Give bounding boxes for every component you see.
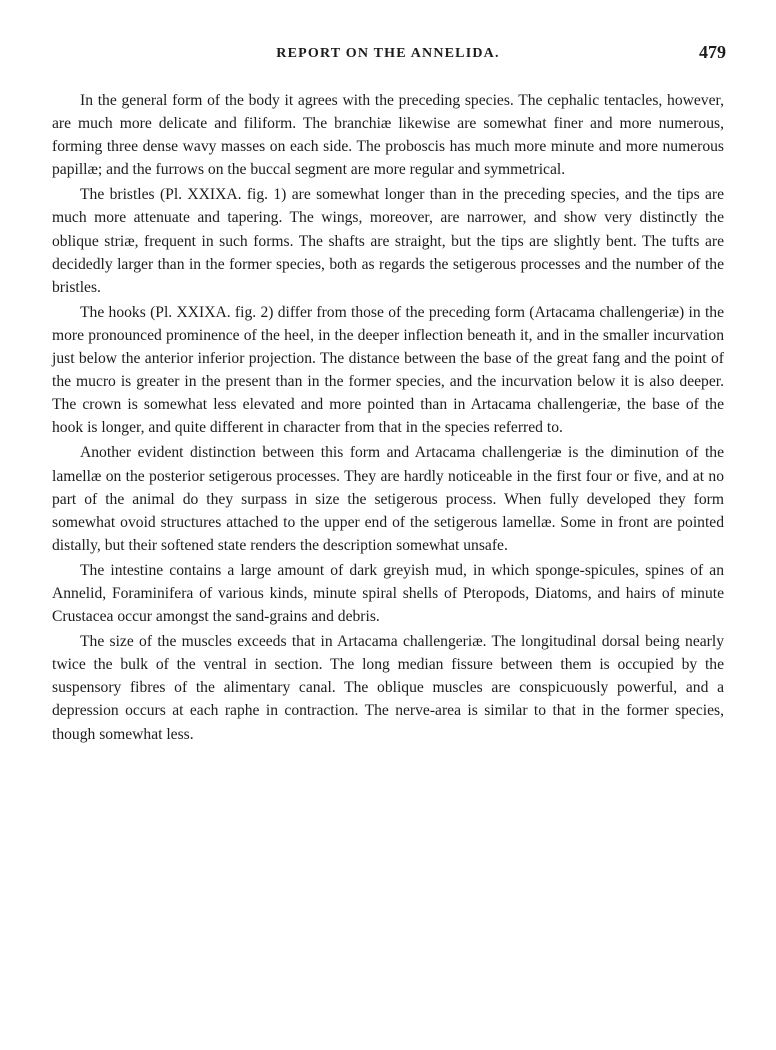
paragraph-intestine: The intestine contains a large amount of dark greyish mud, in which sponge-spicules, spines of an Annelid, Foraminifera of various kinds, minute spiral shells of Pteropods, Diatoms, and hairs of minute Crustacea occur amongst the sand-grains and debris.: [52, 561, 724, 626]
page-number: 479: [699, 42, 726, 62]
running-head: [52, 36, 724, 74]
document-page: [52, 36, 724, 748]
paragraph-muscles: The size of the muscles exceeds that in Artacama challengeriæ. The longitudinal dorsal being nearly twice the bulk of the ventral in section. The long median fissure between them is occupied by the suspensory fibres of the alimentary canal. The oblique muscles are conspicuously powerful, and a depression occurs at each raphe in contraction. The nerve-area is similar to that in the former species, though somewhat less.: [52, 633, 724, 743]
paragraph-hooks: The hooks (Pl. XXIXA. fig. 2) differ from those of the preceding form (Artacama challengeriæ) in the more pronounced prominence of the heel, in the deeper inflection beneath it, and in the smaller incurvation just below the anterior inferior projection. The distance between the base of the great fang and the point of the mucro is greater in the present than in the former species, and the incurvation below it is also deeper. The crown is somewhat less elevated and more pointed than in Artacama challengeriæ, the base of the hook is longer, and quite different in character from that in the species referred to.: [52, 303, 724, 437]
body-text: [52, 89, 724, 746]
paragraph-bristles: The bristles (Pl. XXIXA. fig. 1) are somewhat longer than in the preceding species, and the tips are much more attenuate and tapering. The wings, moreover, are narrower, and show very distinctly the oblique striæ, frequent in such forms. The shafts are straight, but the tips are slightly bent. The tufts are decidedly larger than in the former species, both as regards the setigerous processes and the number of the bristles.: [52, 186, 724, 296]
running-head-title: REPORT ON THE ANNELIDA.: [276, 46, 500, 61]
paragraph-general-form: In the general form of the body it agrees with the preceding species. The cephalic tentacles, however, are much more delicate and filiform. The branchiæ likewise are somewhat finer and more numerous, forming three dense wavy masses on each side. The proboscis has much more minute and more numerous papillæ; and the furrows on the buccal segment are more regular and symmetrical.: [52, 92, 724, 179]
paragraph-lamellae: Another evident distinction between this form and Artacama challengeriæ is the diminution of the lamellæ on the posterior setigerous processes. They are hardly noticeable in the first four or five, and at no part of the animal do they surpass in size the setigerous process. When fully developed they form somewhat ovoid structures attached to the upper end of the setigerous lamellæ. Some in front are pointed distally, but their softened state renders the description somewhat unsafe.: [52, 444, 724, 554]
